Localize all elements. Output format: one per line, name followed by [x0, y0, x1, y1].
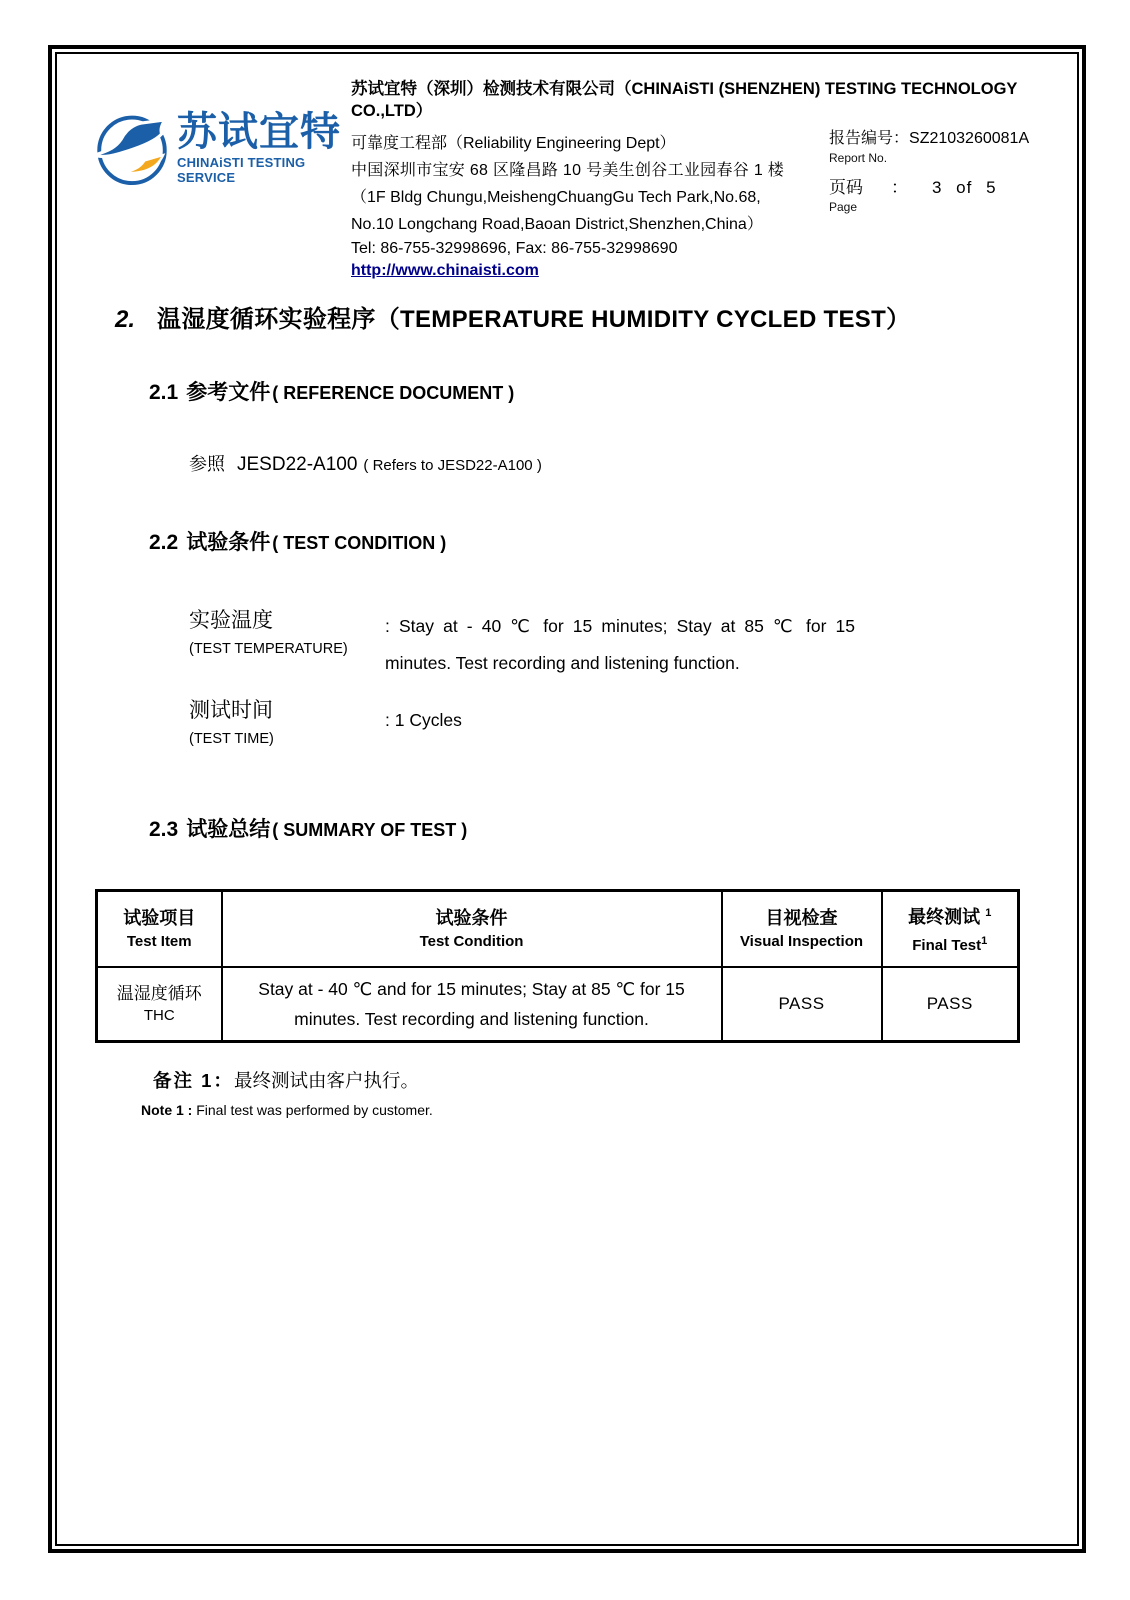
condition-row-temperature — [189, 608, 1051, 682]
section-cond-title-cn: 试验条件 — [186, 531, 271, 554]
section-cond-number: 2.2 — [149, 531, 179, 554]
company-address-block — [351, 127, 826, 281]
header-cn-text: 最终测试 — [908, 907, 981, 927]
header-en: Visual Inspection — [739, 932, 864, 950]
tel-fax-line: Tel: 86-755-32998696, Fax: 86-755-32998690 — [351, 240, 678, 257]
chinaisti-logo-icon — [93, 104, 171, 192]
section-ref-number: 2.1 — [149, 381, 179, 404]
website-link[interactable]: http://www.chinaisti.com — [351, 262, 539, 279]
test-item-cn: 温湿度循环 — [116, 984, 202, 1003]
table-header-test-item — [97, 891, 222, 968]
table-header-test-condition — [222, 891, 722, 968]
report-no-row — [829, 129, 1051, 149]
title-text: 温湿度循环实验程序（TEMPERATURE HUMIDITY CYCLED TEST） — [157, 306, 911, 333]
condition-label-time — [189, 698, 385, 747]
header-text-block — [341, 78, 1051, 281]
document-title — [115, 299, 1051, 334]
summary-table — [95, 889, 1020, 1043]
department-line: 可靠度工程部（Reliability Engineering Dept） — [351, 135, 676, 152]
page-label-en: Page — [829, 200, 858, 214]
page-content-area — [55, 52, 1079, 1546]
address-line-en-1: （1F Bldg Chungu,MeishengChuangGu Tech Park,No.68, — [351, 189, 761, 206]
report-no-label-en: Report No. — [829, 151, 888, 165]
report-meta-block — [829, 127, 1051, 281]
brand-text-block — [177, 110, 341, 185]
cell-final-test: PASS — [882, 967, 1019, 1042]
condition-label-en: (TEST TIME) — [189, 731, 274, 747]
brand-name-en: CHINAiSTI TESTING SERVICE — [177, 155, 306, 185]
address-line-en-2: No.10 Longchang Road,Baoan District,Shenzhen,China） — [351, 216, 763, 233]
address-line-cn: 中国深圳市宝安 68 区隆昌路 10 号美生创谷工业园春谷 1 楼 — [351, 162, 785, 179]
test-item-en: THC — [143, 1007, 175, 1024]
header-cn-superscript: 1 — [985, 907, 992, 919]
reference-body — [189, 450, 1051, 476]
section-heading-reference — [149, 376, 1051, 406]
table-header-row — [97, 891, 1019, 968]
section-cond-title-en: ( TEST CONDITION ) — [272, 533, 447, 553]
page-border-frame — [48, 45, 1086, 1553]
page-separator: ： — [891, 178, 908, 197]
cell-test-condition: Stay at - 40 ℃ and for 15 minutes; Stay at 85 ℃ for 15 minutes. Test recording and listening function. — [222, 967, 722, 1042]
header-en — [887, 932, 1014, 955]
section-ref-title-cn: 参考文件 — [186, 381, 271, 404]
condition-label-cn: 测试时间 — [189, 699, 273, 722]
note-label-en: Note 1 : — [141, 1102, 193, 1118]
header-en: Test Condition — [419, 932, 524, 950]
company-name-line: 苏试宜特（深圳）检测技术有限公司（CHINAiSTI (SHENZHEN) TESTING TECHNOLOGY CO.,LTD） — [351, 80, 1018, 120]
page-number-row — [829, 173, 1051, 198]
note-line-cn — [153, 1067, 1051, 1093]
section-heading-summary — [149, 813, 1051, 843]
reference-standard: JESD22-A100 — [237, 454, 358, 475]
header-cn: 试验项目 — [123, 907, 196, 928]
cell-test-item — [97, 967, 222, 1042]
page-value: 3 of 5 — [932, 178, 997, 197]
section-ref-title-en: ( REFERENCE DOCUMENT ) — [272, 383, 515, 403]
note-line-en — [141, 1102, 1051, 1118]
page-label-cn: 页码 — [829, 178, 863, 197]
table-header-visual-inspection — [722, 891, 882, 968]
condition-label-cn: 实验温度 — [189, 609, 273, 632]
condition-value-temperature: : Stay at - 40 ℃ for 15 minutes; Stay at 85 ℃ for 15 minutes. Test recording and listening function. — [385, 616, 855, 673]
section-sum-title-en: ( SUMMARY OF TEST ) — [272, 820, 468, 840]
table-header-final-test — [882, 891, 1019, 968]
report-no-label-cn: 报告编号： — [829, 130, 910, 147]
report-no-value: SZ2103260081A — [909, 130, 1030, 147]
note-text-cn: 最终测试由客户执行。 — [233, 1070, 419, 1091]
header-en-superscript: 1 — [981, 935, 988, 947]
report-header — [93, 78, 1051, 281]
cell-visual-inspection: PASS — [722, 967, 882, 1042]
condition-row-time — [189, 698, 1051, 747]
section-heading-condition — [149, 526, 1051, 556]
reference-label: 参照 — [189, 454, 225, 474]
company-logo — [93, 104, 341, 192]
header-en-text: Final Test — [912, 937, 982, 954]
header-cn: 试验条件 — [435, 907, 508, 928]
table-row-thc — [97, 967, 1019, 1042]
note-text-en: Final test was performed by customer. — [196, 1102, 433, 1118]
section-sum-title-cn: 试验总结 — [186, 818, 271, 841]
header-en: Test Item — [126, 932, 192, 950]
brand-name-cn: 苏试宜特 — [177, 110, 341, 154]
condition-value-time: : 1 Cycles — [385, 710, 462, 730]
condition-label-en: (TEST TEMPERATURE) — [189, 641, 348, 657]
reference-note: ( Refers to JESD22-A100 ) — [363, 457, 542, 474]
section-sum-number: 2.3 — [149, 818, 179, 841]
condition-label-temperature — [189, 608, 385, 657]
title-number: 2. — [115, 306, 136, 333]
note-label-cn: 备注 1： — [153, 1070, 234, 1091]
header-cn — [887, 902, 1014, 928]
test-condition-block — [189, 608, 1051, 747]
website-line — [351, 261, 826, 281]
header-cn: 目视检查 — [765, 907, 838, 928]
